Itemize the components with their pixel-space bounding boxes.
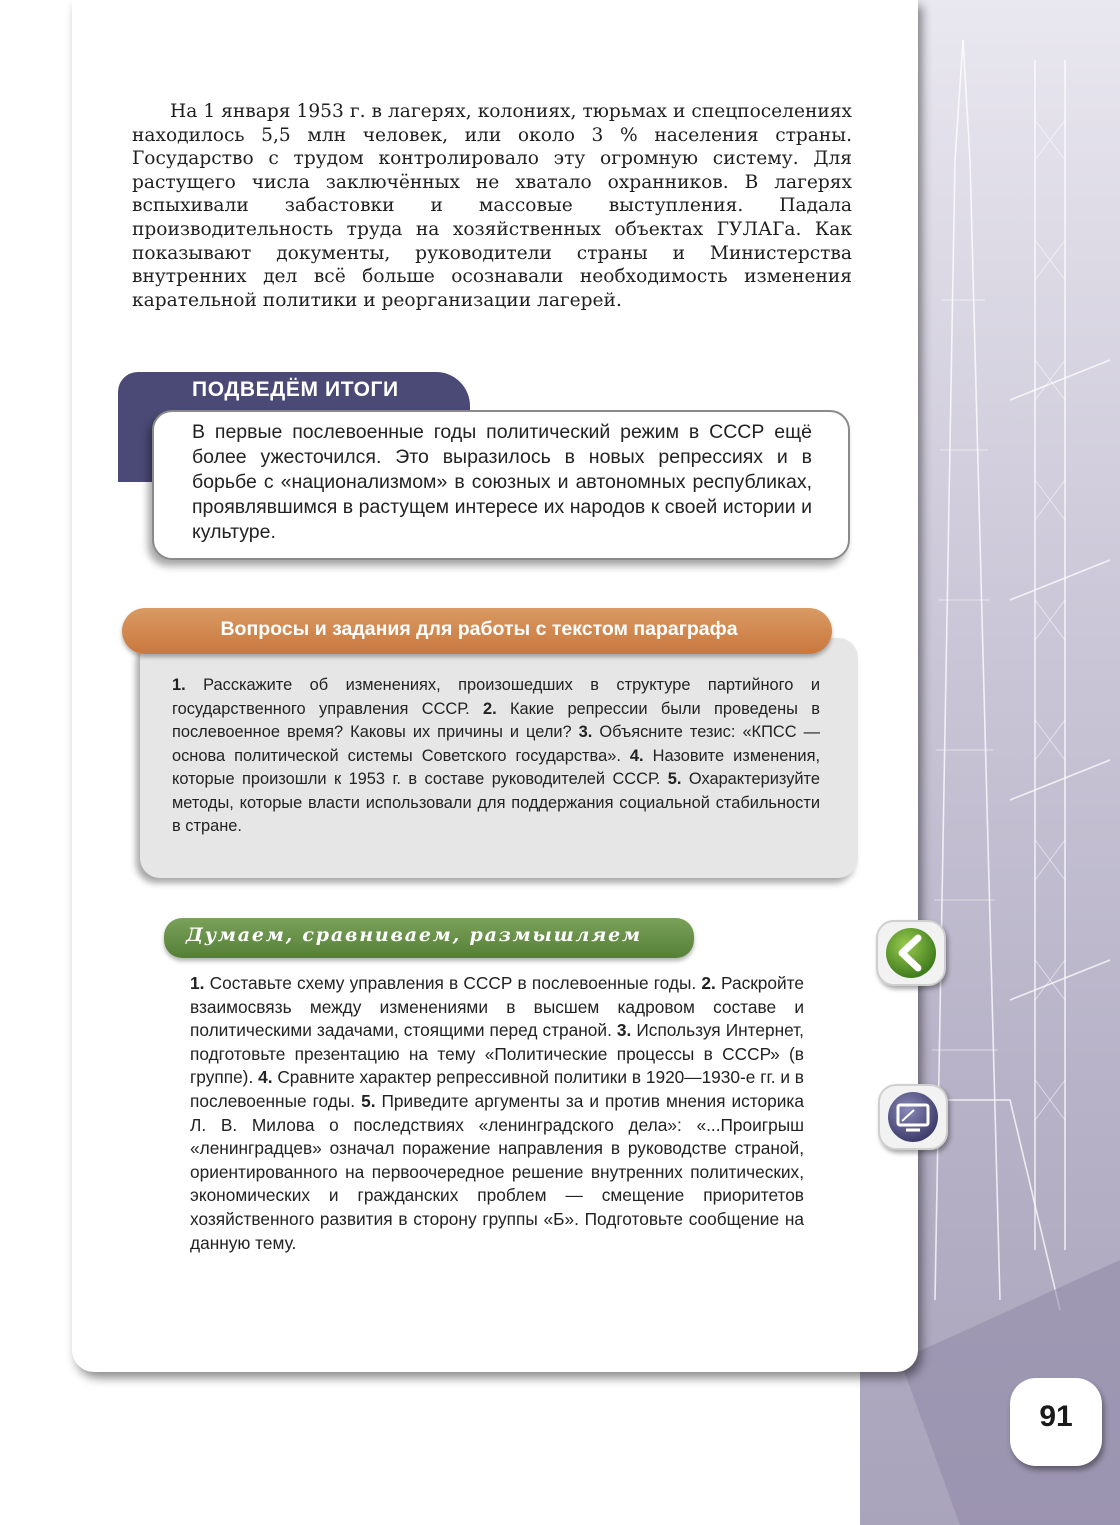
question-text: Расскажите об изменениях, произошедших в структуре партийного и государственного управления СССР.	[172, 676, 820, 718]
summary-title: ПОДВЕДЁМ ИТОГИ	[192, 378, 399, 401]
presentation-button[interactable]	[878, 1084, 948, 1150]
task-number: 5.	[361, 1090, 376, 1111]
question-text: Какие репрессии были проведены в послевоенное время? Каковы их причины и цели?	[172, 699, 820, 741]
chevron-left-icon	[878, 922, 944, 984]
question-number: 1.	[172, 676, 186, 694]
task-number: 1.	[190, 973, 205, 993]
task-number: 2.	[701, 973, 716, 993]
lead-paragraph: На 1 января 1953 г. в лагерях, колониях, тюрьмах и спецпоселениях находилось 5,5 млн человек, или около 3 % населения страны. Государство с трудом контролировало эту огромную систему. Для растущего числа заключённых не хватало охранников. В лагерях вспыхивали забастовки и массовые выступления. Падала производительность труда на хозяйственных объектах ГУЛАГа. Как показывают документы, руководители страны и Министерства внутренних дел всё больше осознавали необходимость изменения карательной политики и реорганизации лагерей.	[132, 101, 852, 311]
think-title: Думаем, сравниваем, размышляем	[186, 924, 642, 946]
question-number: 5.	[667, 770, 682, 788]
task-text: Сравните характер репрессивной политики в 1920—1930-е гг. и в послевоенные годы.	[190, 1067, 804, 1111]
task-text: Используя Интернет, подготовьте презентацию на тему «Политические процессы в СССР» (в группе).	[190, 1020, 804, 1088]
question-text: Охарактеризуйте методы, которые власти использовали для поддержания социальной стабильности в стране.	[172, 770, 820, 835]
monitor-icon	[880, 1086, 946, 1148]
summary-text: В первые послевоенные годы политический режим в СССР ещё более ужесточился. Это выразилось в новых репрессиях и в борьбе с «национализмом» в союзных и автономных республиках, проявлявшимся в растущем интересе их народов к своей истории и культуре.	[192, 421, 812, 543]
think-list	[190, 972, 804, 1255]
task-text: Раскройте взаимосвязь между изменениями в высшем кадровом составе и политическими задачами, стоящими перед страной.	[190, 973, 804, 1041]
page-number: 91	[1039, 1400, 1073, 1433]
task-text: Составьте схему управления в СССР в послевоенные годы.	[209, 973, 697, 993]
question-number: 2.	[482, 699, 497, 718]
task-number: 4.	[258, 1067, 273, 1088]
question-number: 3.	[578, 723, 593, 741]
question-number: 4.	[629, 746, 644, 765]
task-text: Приведите аргументы за и против мнения историка Л. В. Милова о последствиях «ленинградского дела»: «...Проигрыш «ленинградцев» означал поражение направления в руководстве страной, ориентированного на первоочередное решение внутренних политических, экономических и гражданских проблем — смещение приоритетов хозяйственного развития в сторону группы «Б». Подготовьте сообщение на данную тему.	[190, 1090, 804, 1253]
questions-title: Вопросы и задания для работы с текстом параграфа	[220, 618, 738, 640]
back-button[interactable]	[876, 920, 946, 986]
question-text: Назовите изменения, которые произошли к 1953 г. в составе руководителей СССР.	[172, 746, 821, 788]
task-number: 3.	[616, 1020, 632, 1041]
question-text: Объясните тезис: «КПСС — основа политической системы Советского государства».	[172, 723, 820, 765]
questions-list	[172, 674, 820, 839]
